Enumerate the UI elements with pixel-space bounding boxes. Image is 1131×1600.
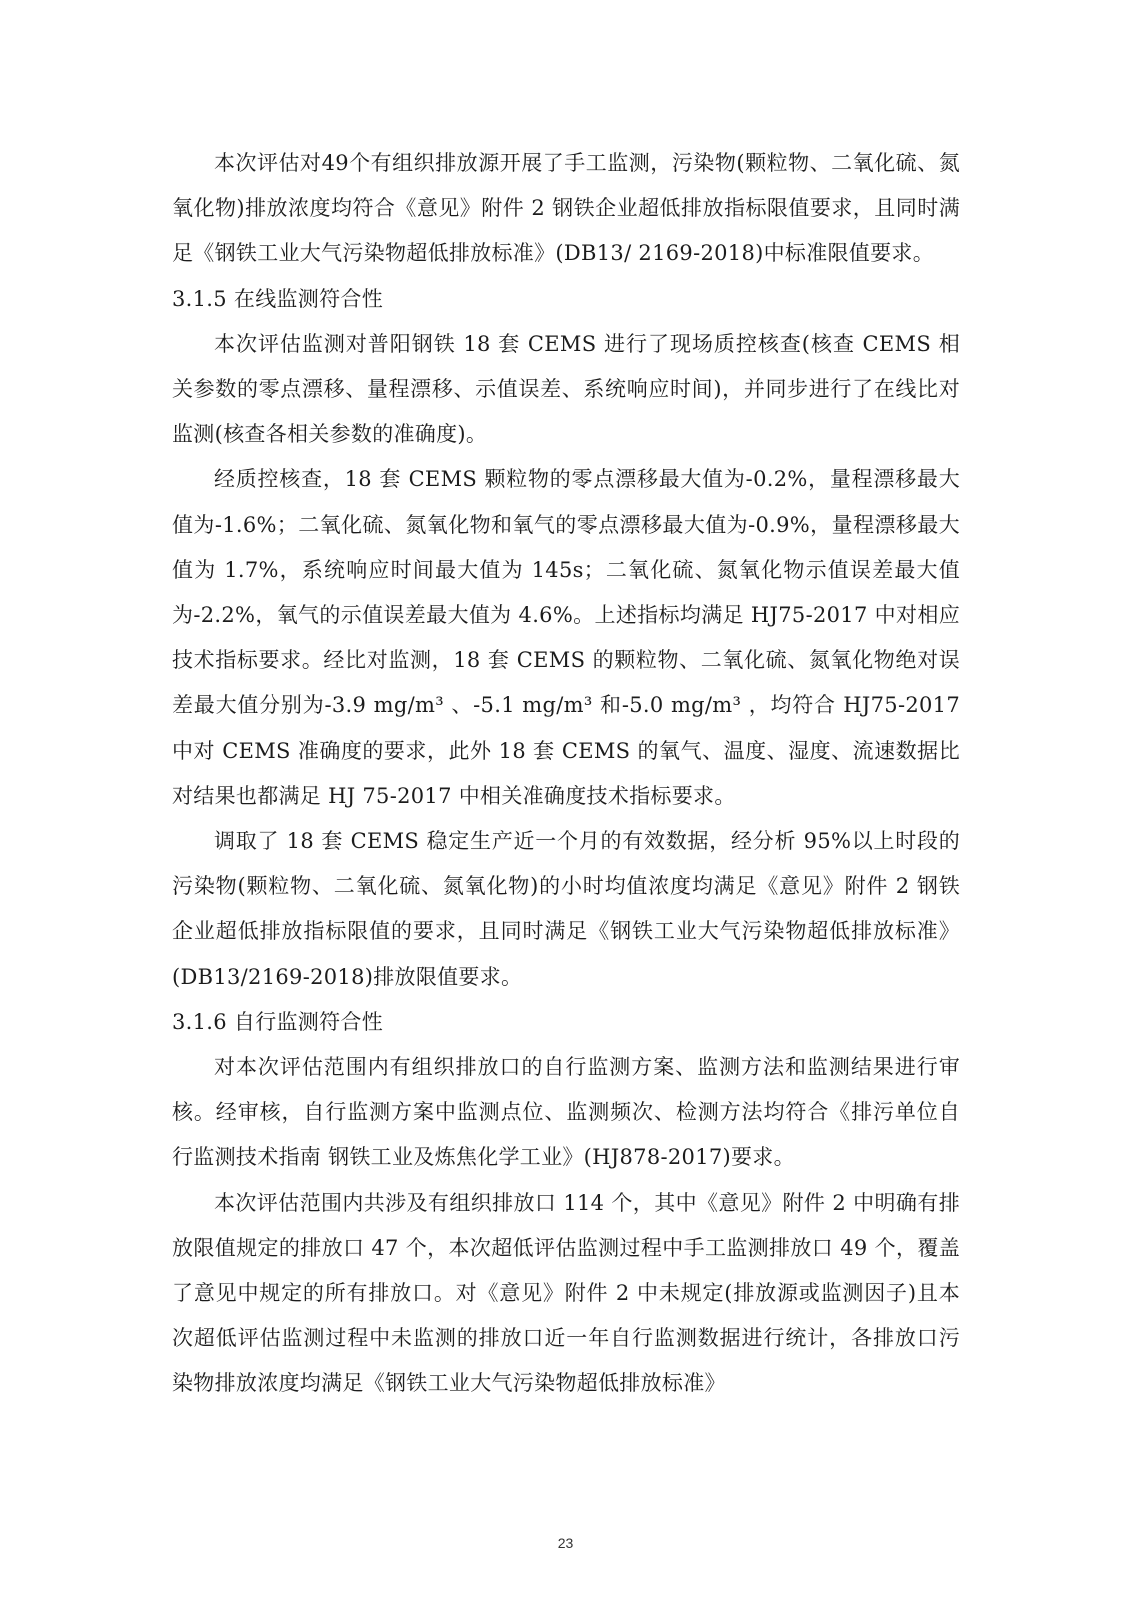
paragraph-cems-monthly-data: 调取了 18 套 CEMS 稳定生产近一个月的有效数据，经分析 95%以上时段的污染物(颗粒物、二氧化硫、氮氧化物)的小时均值浓度均满足《意见》附件 2 钢铁企业超低排放指标限值的要求，且同时满足《钢铁工业大气污染物超低排放标准》(DB13/2169-2018)排放限值要求。 [172, 829, 960, 989]
paragraph-emission-outlets: 本次评估范围内共涉及有组织排放口 114 个，其中《意见》附件 2 中明确有排放限值规定的排放口 47 个，本次超低评估监测过程中手工监测排放口 49 个，覆盖了意见中规定的所有排放口。对《意见》附件 2 中未规定(排放源或监测因子)且本次超低评估监测过程中未监测的排放口近一年自行监测数据进行统计，各排放口污染物排放浓度均满足《钢铁工业大气污染物超低排放标准》 [172, 1190, 960, 1396]
paragraph-self-monitoring-review: 对本次评估范围内有组织排放口的自行监测方案、监测方法和监测结果进行审核。经审核，自行监测方案中监测点位、监测频次、检测方法均符合《排污单位自行监测技术指南 钢铁工业及炼焦化学工业》(HJ878-2017)要求。 [172, 1055, 960, 1170]
page-body [172, 141, 960, 1407]
page-number: 23 [557, 1535, 574, 1551]
paragraph-cems-qc-results: 经质控核查，18 套 CEMS 颗粒物的零点漂移最大值为-0.2%，量程漂移最大值为-1.6%；二氧化硫、氮氧化物和氧气的零点漂移最大值为-0.9%，量程漂移最大值为 1.7%，系统响应时间最大值为 145s；二氧化硫、氮氧化物示值误差最大值为-2.2%，氧气的示值误差最大值为 4.6%。上述指标均满足 HJ75-2017 中对相应技术指标要求。经比对监测，18 套 CEMS 的颗粒物、二氧化硫、氮氧化物绝对误差最大值分别为-3.9 mg/m³ 、-5.1 mg/m³ 和-5.0 mg/m³ ，均符合 HJ75-2017 中对 CEMS 准确度的要求，此外 18 套 CEMS 的氧气、温度、湿度、流速数据比对结果也都满足 HJ 75-2017 中相关准确度技术指标要求。 [172, 467, 960, 808]
paragraph-manual-monitoring: 本次评估对49个有组织排放源开展了手工监测，污染物(颗粒物、二氧化硫、氮氧化物)排放浓度均符合《意见》附件 2 钢铁企业超低排放指标限值要求，且同时满足《钢铁工业大气污染物超低排放标准》(DB13/ 2169-2018)中标准限值要求。 [172, 151, 960, 266]
paragraph-cems-qc-check: 本次评估监测对普阳钢铁 18 套 CEMS 进行了现场质控核查(核查 CEMS 相关参数的零点漂移、量程漂移、示值误差、系统响应时间)，并同步进行了在线比对监测(核查各相关参数的准确度)。 [172, 331, 960, 447]
section-heading-3-1-5: 3.1.5 在线监测符合性 [172, 286, 384, 311]
section-heading-3-1-6: 3.1.6 自行监测符合性 [172, 1009, 384, 1034]
